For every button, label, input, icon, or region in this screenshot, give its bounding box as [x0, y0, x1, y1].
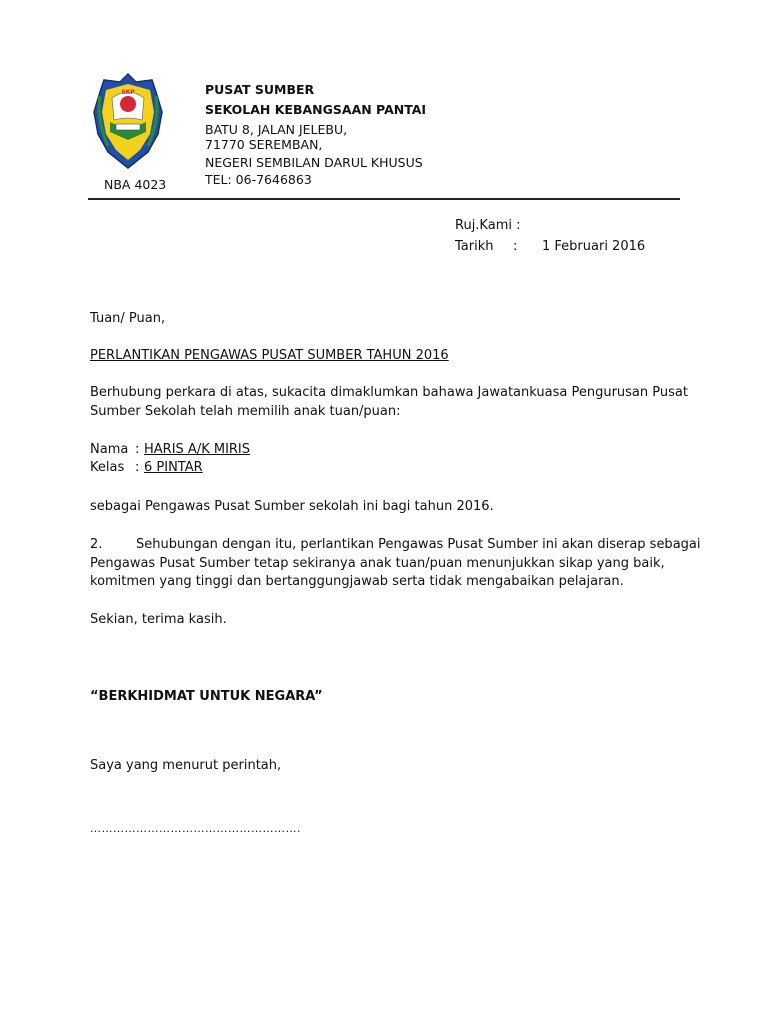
- paragraph-2: sebagai Pengawas Pusat Sumber sekolah ini bagi tahun 2016.: [90, 499, 494, 514]
- header-divider: [88, 198, 680, 200]
- paragraph-3-line-1: Sehubungan dengan itu, perlantikan Pengawas Pusat Sumber ini akan diserap sebagai: [136, 537, 701, 552]
- address-line-3: NEGERI SEMBILAN DARUL KHUSUS: [205, 155, 423, 170]
- school-name: SEKOLAH KEBANGSAAN PANTAI: [205, 102, 427, 117]
- date-value: 1 Februari 2016: [542, 239, 646, 254]
- address-line-2: 71770 SEREMBAN,: [205, 137, 323, 152]
- logo-code: NBA 4023: [104, 177, 167, 192]
- kelas-label: Kelas: [90, 460, 125, 475]
- date-label: Tarikh: [455, 239, 494, 254]
- paragraph-1-line-2: Sumber Sekolah telah memilih anak tuan/puan:: [90, 404, 401, 419]
- reference-label: Ruj.Kami :: [455, 218, 521, 233]
- paragraph-1-line-1: Berhubung perkara di atas, sukacita dimaklumkan bahawa Jawatankuasa Pengurusan Pusat: [90, 385, 688, 400]
- signature-line: ……………………………………………….: [90, 822, 301, 835]
- paragraph-3-line-3: komitmen yang tinggi dan bertanggungjawab serta tidak mengabaikan pelajaran.: [90, 574, 624, 589]
- svg-text:SKP: SKP: [121, 89, 135, 96]
- school-unit: PUSAT SUMBER: [205, 82, 315, 97]
- salutation: Tuan/ Puan,: [90, 311, 166, 326]
- kelas-separator: :: [135, 460, 140, 475]
- nama-value: HARIS A/K MIRIS: [144, 442, 251, 457]
- paragraph-3-line-2: Pengawas Pusat Sumber tetap sekiranya anak tuan/puan menunjukkan sikap yang baik,: [90, 556, 665, 571]
- telephone: TEL: 06-7646863: [205, 172, 312, 187]
- sign-off: Saya yang menurut perintah,: [90, 758, 282, 773]
- date-colon: :: [513, 239, 518, 254]
- closing-line: Sekian, terima kasih.: [90, 612, 227, 627]
- paragraph-3-number: 2.: [90, 537, 103, 552]
- address-line-1: BATU 8, JALAN JELEBU,: [205, 122, 348, 137]
- kelas-value: 6 PINTAR: [144, 460, 203, 475]
- nama-label: Nama: [90, 442, 129, 457]
- school-crest-logo: [92, 72, 164, 172]
- nama-separator: :: [135, 442, 140, 457]
- motto: “BERKHIDMAT UNTUK NEGARA”: [90, 689, 323, 704]
- letter-subject: PERLANTIKAN PENGAWAS PUSAT SUMBER TAHUN 2016: [90, 348, 449, 363]
